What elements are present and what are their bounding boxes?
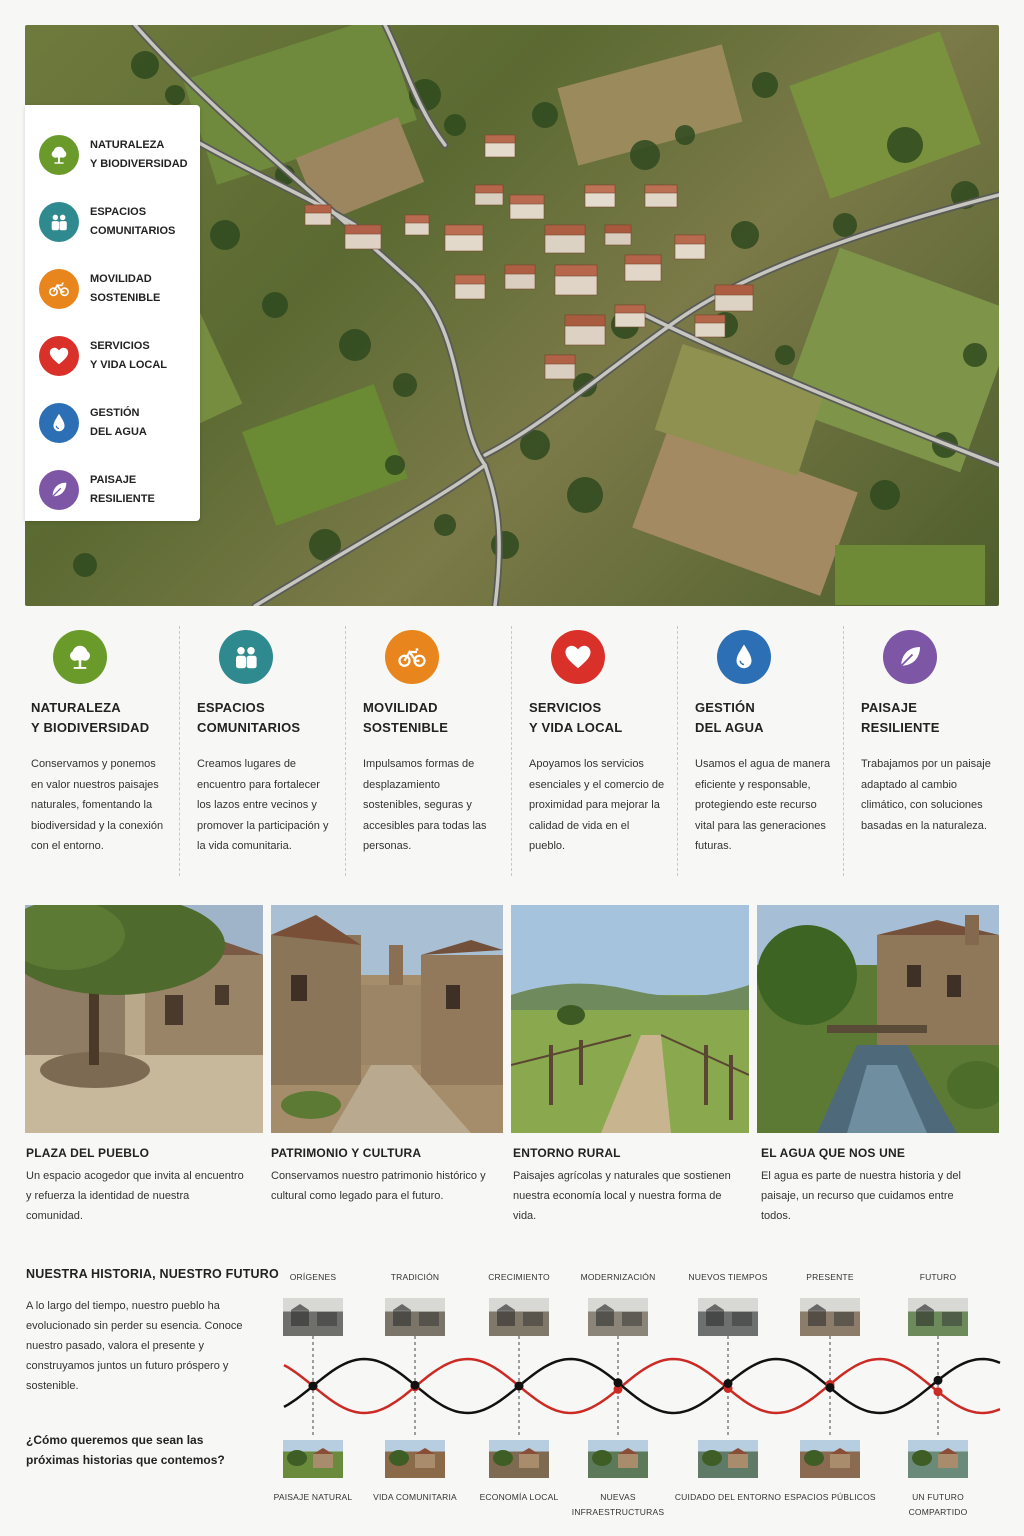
timeline-historic-photo [283, 1298, 343, 1336]
timeline-future-photo [588, 1440, 648, 1478]
legend-panel [25, 105, 200, 521]
timeline-historic-photo [385, 1298, 445, 1336]
legend-item [39, 121, 200, 188]
feature-title-line: SOSTENIBLE [363, 720, 449, 735]
history-timeline [270, 1262, 1010, 1532]
photo-title: PATRIMONIO Y CULTURA [271, 1146, 422, 1160]
legend-label-line: SERVICIOS [90, 339, 150, 352]
feature-description: Usamos el agua de manera eficiente y responsable, protegiendo este recurso vital para las generaciones futuras. [695, 758, 831, 852]
tree-icon [39, 135, 79, 175]
legend-item [39, 188, 200, 255]
photo-plaza [25, 905, 263, 1133]
history-title: NUESTRA HISTORIA, NUESTRO FUTURO [26, 1267, 279, 1281]
legend-label-line: SOSTENIBLE [90, 291, 161, 304]
timeline-dot [826, 1383, 835, 1392]
feature-column [678, 626, 844, 876]
bicycle-icon [39, 269, 79, 309]
timeline-dot [309, 1382, 318, 1391]
timeline-theme-label: PAISAJE NATURAL [273, 1492, 353, 1502]
timeline-historic-photo [588, 1298, 648, 1336]
photo-description: El agua es parte de nuestra historia y del paisaje, un recurso que cuidamos entre todos. [761, 1170, 961, 1222]
photo-title: EL AGUA QUE NOS UNE [761, 1146, 906, 1160]
legend-item [39, 322, 200, 389]
feature-column [14, 626, 180, 876]
timeline-dot [724, 1379, 733, 1388]
feature-title-line: DEL AGUA [695, 720, 764, 735]
people-icon [39, 202, 79, 242]
timeline-theme-label: ESPACIOS PÚBLICOS [784, 1492, 876, 1502]
history-text: A lo largo del tiempo, nuestro pueblo ha evolucionado sin perder su esencia. Conoce nuestro pasado, valora el presente y construyamos juntos un futuro próspero y sostenible. [26, 1300, 243, 1392]
photo-water [757, 905, 999, 1133]
timeline-future-photo [908, 1440, 968, 1478]
feature-column [512, 626, 678, 876]
photo-heritage [271, 905, 503, 1133]
legend-label [90, 337, 167, 375]
timeline-theme-label: NUEVAS INFRAESTRUCTURAS [571, 1492, 665, 1517]
legend-label [90, 270, 160, 308]
legend-label-line: PAISAJE [90, 473, 137, 486]
legend-label-line: Y VIDA LOCAL [90, 358, 168, 371]
timeline-historic-photo [489, 1298, 549, 1336]
timeline-era-label: FUTURO [919, 1272, 957, 1282]
timeline-future-photo [698, 1440, 758, 1478]
feature-title [31, 698, 167, 738]
feature-title [529, 698, 665, 738]
photo-caption-plaza [26, 1146, 246, 1226]
feature-title-line: SERVICIOS [529, 700, 602, 715]
timeline-future-photo [800, 1440, 860, 1478]
bicycle-icon [385, 630, 439, 684]
timeline-dot [515, 1382, 524, 1391]
timeline-era-label: PRESENTE [806, 1272, 854, 1282]
feature-title-line: ESPACIOS [197, 700, 265, 715]
legend-label-line: RESILIENTE [90, 492, 155, 505]
timeline-era-label: CRECIMIENTO [488, 1272, 550, 1282]
timeline-future-photo [283, 1440, 343, 1478]
photo-description: Un espacio acogedor que invita al encuentro y refuerza la identidad de nuestra comunidad. [26, 1170, 244, 1222]
timeline-dot [614, 1378, 623, 1387]
photo-title: PLAZA DEL PUEBLO [26, 1146, 150, 1160]
feature-description: Impulsamos formas de desplazamiento sostenibles, seguras y accesibles para todas las personas. [363, 758, 487, 852]
legend-label-line: DEL AGUA [90, 425, 147, 438]
heart-icon [39, 336, 79, 376]
feature-column [180, 626, 346, 876]
legend-label-line: Y BIODIVERSIDAD [90, 157, 188, 170]
legend-label-line: GESTIÓN [90, 406, 140, 419]
feature-column [346, 626, 512, 876]
feature-column [844, 626, 1010, 876]
timeline-future-photo [489, 1440, 549, 1478]
photo-description: Paisajes agrícolas y naturales que sostienen nuestra economía local y nuestra forma de vida. [513, 1170, 731, 1222]
photo-description: Conservamos nuestro patrimonio histórico y cultural como legado para el futuro. [271, 1170, 486, 1202]
feature-title-line: MOVILIDAD [363, 700, 438, 715]
feature-title-line: RESILIENTE [861, 720, 940, 735]
water-drop-icon [717, 630, 771, 684]
timeline-future-photo [385, 1440, 445, 1478]
leaf-icon [883, 630, 937, 684]
feature-title [363, 698, 499, 738]
photo-caption-heritage [271, 1146, 491, 1206]
timeline-historic-photo [800, 1298, 860, 1336]
people-icon [219, 630, 273, 684]
legend-label-line: MOVILIDAD [90, 272, 152, 285]
feature-title [695, 698, 831, 738]
timeline-dot [411, 1381, 420, 1390]
feature-columns [14, 626, 1010, 876]
feature-title-line: NATURALEZA [31, 700, 121, 715]
timeline-era-label: MODERNIZACIÓN [580, 1272, 656, 1282]
feature-title-line: Y BIODIVERSIDAD [31, 720, 150, 735]
feature-title [197, 698, 333, 738]
feature-description: Trabajamos por un paisaje adaptado al cambio climático, con soluciones basadas en la naturaleza. [861, 758, 991, 832]
photo-gallery [25, 905, 999, 1133]
feature-title-line: PAISAJE [861, 700, 918, 715]
legend-label [90, 136, 188, 174]
feature-description: Apoyamos los servicios esenciales y el comercio de proximidad para mejorar la calidad de vida en el pueblo. [529, 758, 665, 852]
photo-caption-rural [513, 1146, 733, 1226]
legend-label-line: COMUNITARIOS [90, 224, 176, 237]
timeline-theme-label: UN FUTURO COMPARTIDO [908, 1492, 968, 1517]
legend-label-line: NATURALEZA [90, 138, 165, 151]
timeline-theme-label: VIDA COMUNITARIA [373, 1492, 457, 1502]
heart-icon [551, 630, 605, 684]
timeline-theme-label: CUIDADO DEL ENTORNO [674, 1492, 782, 1502]
timeline-theme-label: ECONOMÍA LOCAL [479, 1492, 559, 1502]
timeline-dot [934, 1387, 943, 1396]
tree-icon [53, 630, 107, 684]
timeline-era-label: ORÍGENES [289, 1272, 337, 1282]
timeline-era-label: NUEVOS TIEMPOS [688, 1272, 768, 1282]
legend-label [90, 203, 175, 241]
feature-title-line: Y VIDA LOCAL [529, 720, 623, 735]
photo-title: ENTORNO RURAL [513, 1146, 621, 1160]
legend-label [90, 471, 155, 509]
legend-label-line: ESPACIOS [90, 205, 147, 218]
feature-description: Creamos lugares de encuentro para fortalecer los lazos entre vecinos y promover la participación y la vida comunitaria. [197, 758, 329, 852]
feature-title-line: GESTIÓN [695, 700, 755, 715]
water-drop-icon [39, 403, 79, 443]
timeline-historic-photo [698, 1298, 758, 1336]
legend-label [90, 404, 147, 442]
timeline-historic-photo [908, 1298, 968, 1336]
legend-item [39, 456, 200, 523]
photo-rural [511, 905, 749, 1133]
feature-title [861, 698, 998, 738]
feature-title-line: COMUNITARIOS [197, 720, 301, 735]
legend-item [39, 255, 200, 322]
legend-item [39, 389, 200, 456]
timeline-era-label: TRADICIÓN [390, 1272, 440, 1282]
timeline-dot [934, 1376, 943, 1385]
history-question: ¿Cómo queremos que sean las próximas historias que contemos? [26, 1433, 225, 1467]
leaf-icon [39, 470, 79, 510]
feature-description: Conservamos y ponemos en valor nuestros paisajes naturales, fomentando la biodiversidad y la conexión con el entorno. [31, 758, 164, 852]
photo-caption-water [761, 1146, 981, 1226]
